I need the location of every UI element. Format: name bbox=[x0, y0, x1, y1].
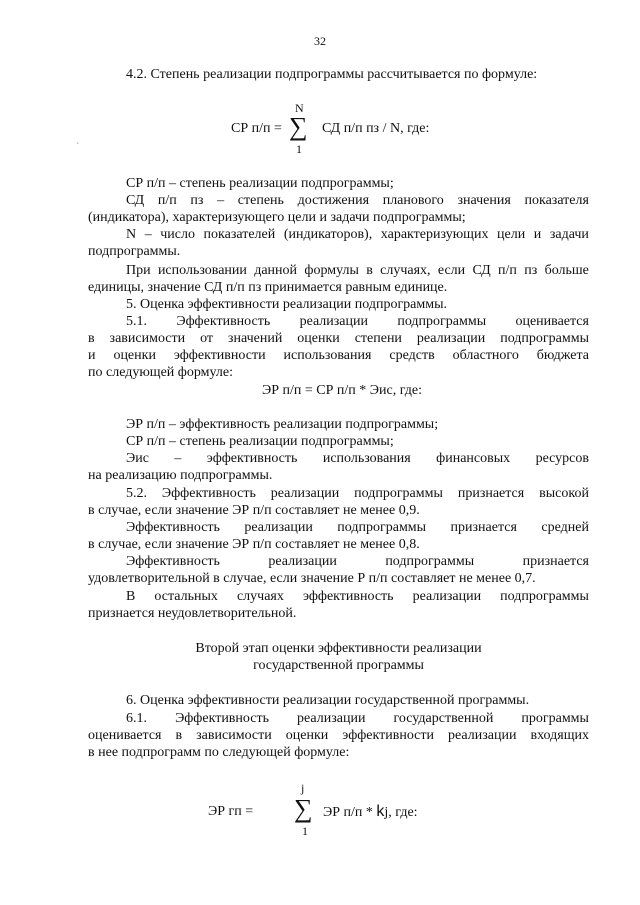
def-sd-line2: (индикатора), характеризующего цели и задачи подпрограммы; bbox=[88, 210, 466, 225]
section-5-1-line1: 5.1. Эффективность реализации подпрограммы оценивается bbox=[126, 314, 589, 329]
stage-heading-line1: Второй этап оценки эффективности реализации bbox=[195, 641, 482, 656]
section-5-2-line7: В остальных случаях эффективность реализации подпрограммы bbox=[126, 589, 589, 604]
sum-lower-limit: 1 bbox=[296, 142, 302, 156]
paragraph-4-2: 4.2. Степень реализации подпрограммы рассчитывается по формуле: bbox=[126, 67, 538, 82]
section-5-2-line8: признается неудовлетворительной. bbox=[88, 606, 297, 621]
formula-1-right: СД п/п пз / N, где: bbox=[322, 121, 430, 136]
def-n-line1: N – число показателей (индикаторов), характеризующих цели и задачи bbox=[126, 227, 589, 242]
formula-2: ЭР п/п = СР п/п * Эис, где: bbox=[262, 383, 423, 398]
section-6-1-line2: оценивается в зависимости оценки эффективности реализации входящих bbox=[88, 728, 589, 743]
def-n-line2: подпрограммы. bbox=[88, 244, 181, 259]
sum-upper-limit: N bbox=[295, 101, 304, 115]
coefficient-k: k bbox=[376, 803, 385, 820]
section-6-1-line1: 6.1. Эффективность реализации государственной программы bbox=[126, 711, 589, 726]
section-5-1-line4: по следующей формуле: bbox=[88, 365, 233, 380]
paragraph-formula-note-line2: единицы, значение СД п/п пз принимается равным единице. bbox=[88, 280, 448, 295]
def-er: ЭР п/п – эффективность реализации подпрограммы; bbox=[126, 417, 439, 432]
section-5-2-line4: в случае, если значение ЭР п/п составляет не менее 0,8. bbox=[88, 537, 420, 552]
sum-upper-limit-j: j bbox=[301, 781, 305, 795]
section-5-2-line3: Эффективность реализации подпрограммы признается средней bbox=[126, 520, 589, 535]
section-5-2-line2: в случае, если значение ЭР п/п составляет не менее 0,9. bbox=[88, 503, 420, 518]
scan-mark: ` bbox=[76, 142, 80, 153]
section-5-2-line5: Эффективность реализации подпрограммы признается bbox=[126, 554, 589, 569]
section-5-title: 5. Оценка эффективности реализации подпрограммы. bbox=[126, 297, 448, 312]
formula-1-left: СР п/п = bbox=[231, 121, 282, 136]
page-number: 32 bbox=[314, 34, 326, 48]
def-sr: СР п/п – степень реализации подпрограммы; bbox=[126, 176, 394, 191]
sum-lower-limit-2: 1 bbox=[302, 824, 308, 838]
sigma-symbol: ∑ bbox=[289, 112, 308, 141]
formula-3-right: ЭР п/п * kj, где: bbox=[323, 803, 418, 820]
sigma-symbol-2: ∑ bbox=[294, 794, 313, 823]
section-6-1-line3: в нее подпрограмм по следующей формуле: bbox=[88, 745, 350, 760]
section-5-2-line6: удовлетворительной в случае, если значение Р п/п составляет не менее 0,7. bbox=[88, 571, 536, 586]
def-sr-2: СР п/п – степень реализации подпрограммы; bbox=[126, 434, 394, 449]
def-eis-line2: на реализацию подпрограммы. bbox=[88, 468, 273, 483]
formula-3-left: ЭР гп = bbox=[208, 804, 254, 819]
stage-heading-line2: государственной программы bbox=[253, 658, 424, 673]
paragraph-formula-note-line1: При использовании данной формулы в случаях, если СД п/п пз больше bbox=[126, 263, 589, 278]
section-6-title: 6. Оценка эффективности реализации государственной программы. bbox=[126, 693, 530, 708]
section-5-1-line2: в зависимости от значений оценки степени реализации подпрограммы bbox=[88, 331, 589, 346]
def-sd-line1: СД п/п пз – степень достижения планового значения показателя bbox=[126, 193, 589, 208]
section-5-2-line1: 5.2. Эффективность реализации подпрограммы признается высокой bbox=[126, 486, 589, 501]
section-5-1-line3: и оценки эффективности использования средств областного бюджета bbox=[88, 348, 589, 363]
def-eis-line1: Эис – эффективность использования финансовых ресурсов bbox=[126, 451, 589, 466]
